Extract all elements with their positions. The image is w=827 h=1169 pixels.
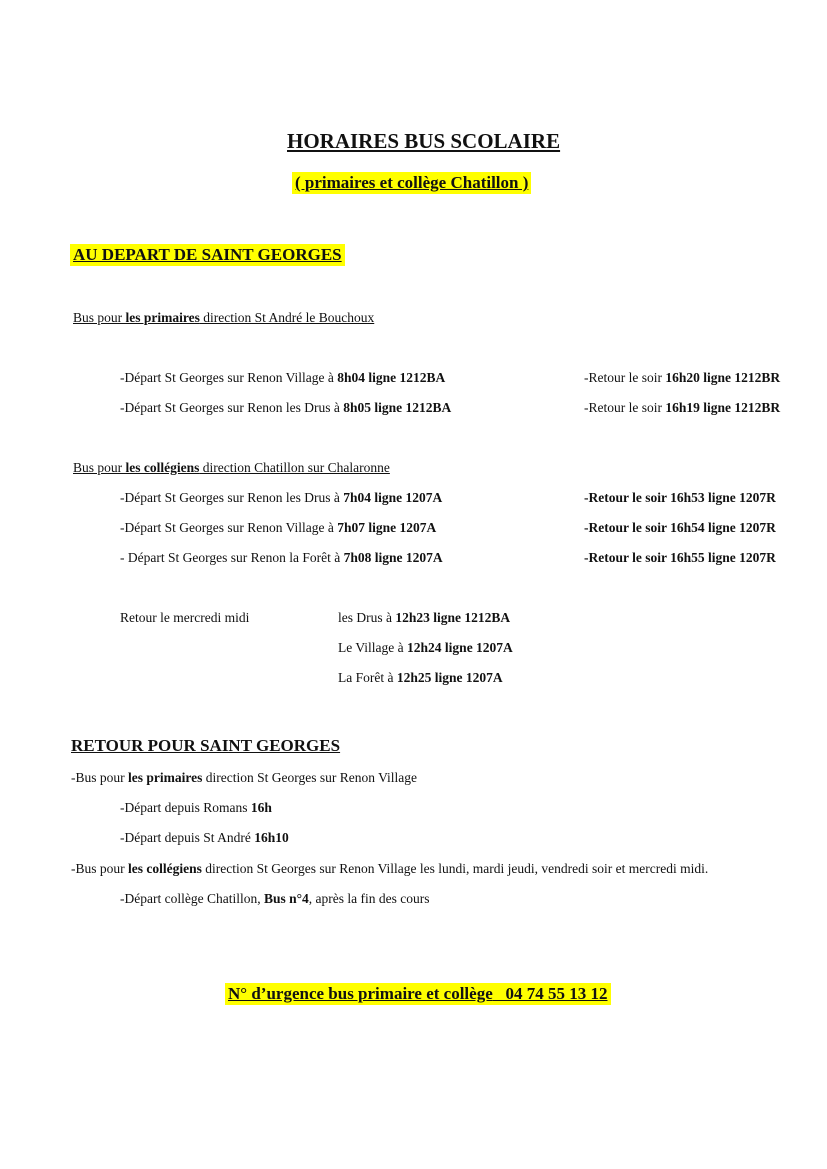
section-heading-retour: RETOUR POUR SAINT GEORGES <box>71 736 341 755</box>
collegiens-depart-row-2: -Départ St Georges sur Renon Village à 7h07 ligne 1207A <box>120 520 437 535</box>
collegiens-retour-row-2: -Retour le soir 16h54 ligne 1207R <box>584 520 776 535</box>
emergency-phone-number: 04 74 55 13 12 <box>505 984 608 1003</box>
mercredi-row-3: La Forêt à 12h25 ligne 1207A <box>338 670 503 685</box>
retour-collegiens-item-1: -Départ collège Chatillon, Bus n°4, après la fin des cours <box>120 891 430 906</box>
collegiens-retour-row-3: -Retour le soir 16h55 ligne 1207R <box>584 550 776 565</box>
collegiens-depart-row-1: -Départ St Georges sur Renon les Drus à 7h04 ligne 1207A <box>120 490 443 505</box>
primaires-depart-row-2: -Départ St Georges sur Renon les Drus à 8h05 ligne 1212BA <box>120 400 452 415</box>
mercredi-row-2: Le Village à 12h24 ligne 1207A <box>338 640 513 655</box>
primaires-retour-row-1: -Retour le soir 16h20 ligne 1212BR <box>584 370 781 385</box>
retour-primaires-item-2: -Départ depuis St André 16h10 <box>120 830 289 845</box>
emergency-contact <box>225 983 611 1005</box>
mercredi-row-1: les Drus à 12h23 ligne 1212BA <box>338 610 511 625</box>
page-subtitle: ( primaires et collège Chatillon ) <box>292 172 531 194</box>
primaires-intro: Bus pour les primaires direction St André le Bouchoux <box>73 310 375 325</box>
section-heading-depart: AU DEPART DE SAINT GEORGES <box>70 244 345 266</box>
primaires-retour-row-2: -Retour le soir 16h19 ligne 1212BR <box>584 400 781 415</box>
primaires-depart-row-1: -Départ St Georges sur Renon Village à 8h04 ligne 1212BA <box>120 370 446 385</box>
collegiens-intro: Bus pour les collégiens direction Chatillon sur Chalaronne <box>73 460 390 475</box>
mercredi-label: Retour le mercredi midi <box>120 610 250 625</box>
collegiens-retour-row-1: -Retour le soir 16h53 ligne 1207R <box>584 490 776 505</box>
emergency-label: N° d’urgence bus primaire et collège <box>228 984 493 1003</box>
retour-primaires-item-1: -Départ depuis Romans 16h <box>120 800 272 815</box>
page-title: HORAIRES BUS SCOLAIRE <box>287 129 561 153</box>
retour-primaires-intro: -Bus pour les primaires direction St Georges sur Renon Village <box>71 770 418 785</box>
collegiens-depart-row-3: - Départ St Georges sur Renon la Forêt à 7h08 ligne 1207A <box>120 550 443 565</box>
retour-collegiens-intro: -Bus pour les collégiens direction St Georges sur Renon Village les lundi, mardi jeudi, vendredi soir et mercredi midi. <box>71 861 709 876</box>
